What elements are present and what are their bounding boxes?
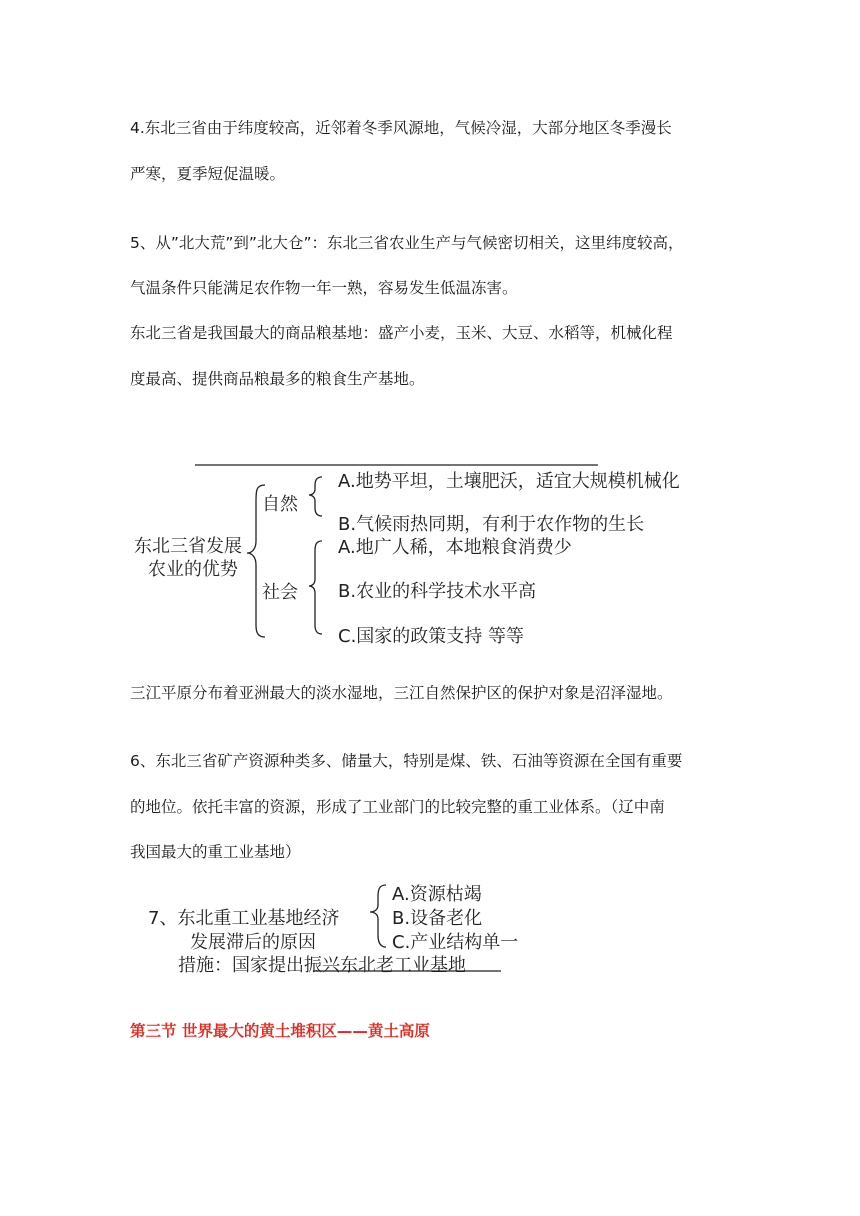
agriculture-advantage-diagram [0,455,860,655]
reason-item-c: C.产业结构单一 [392,932,519,953]
paragraph-6-line-1: 6、东北三省矿产资源种类多、储量大，特别是煤、铁、石油等资源在全国有重要 [130,752,683,770]
paragraph-4-line-2: 严寒，夏季短促温暖。 [130,165,286,183]
reason-brace [370,885,386,947]
measure-text [178,951,466,977]
paragraph-5-line-2: 气温条件只能满足农作物一年一熟，容易发生低温冻害。 [130,279,518,297]
reason-item-b: B.设备老化 [392,908,483,929]
natural-label: 自然 [262,494,298,515]
paragraph-5-line-1: 5、从”北大荒”到”北大仓”：东北三省农业生产与气候密切相关，这里纬度较高， [130,234,684,252]
diagram2-root-line-1: 7、东北重工业基地经济 [148,908,340,929]
natural-item-a: A.地势平坦，土壤肥沃，适宜大规模机械化 [338,471,680,492]
social-item-a: A.地广人稀，本地粮食消费少 [338,537,572,558]
diagram1-root-line-1: 东北三省发展 [134,536,242,557]
social-brace [309,541,322,634]
social-item-c: C.国家的政策支持 等等 [338,626,525,647]
heavy-industry-diagram [0,875,860,980]
paragraph-5b-line-2: 度最高、提供商品粮最多的粮食生产基地。 [130,370,425,388]
sanjiang-paragraph: 三江平原分布着亚洲最大的淡水湿地，三江自然保护区的保护对象是沼泽湿地。 [130,684,673,702]
reason-item-a: A.资源枯竭 [392,884,482,905]
measure-prefix: 措施：国家提出 [178,955,304,976]
paragraph-6-line-3: 我国最大的重工业基地） [130,843,301,861]
paragraph-6-line-2: 的地位。依托丰富的资源，形成了工业部门的比较完整的重工业体系。（辽中南 [130,798,665,816]
diagram1-root-line-2: 农业的优势 [148,559,238,580]
section-title: 第三节 世界最大的黄土堆积区——黄土高原 [130,1022,430,1040]
paragraph-4-line-1: 4.东北三省由于纬度较高，近邻着冬季风源地，气候冷湿，大部分地区冬季漫长 [130,119,672,137]
diagram2-root-line-2: 发展滞后的原因 [190,932,316,953]
paragraph-5b-line-1: 东北三省是我国最大的商品粮基地：盛产小麦，玉米、大豆、水稻等，机械化程 [130,324,673,342]
social-item-b: B.农业的科学技术水平高 [338,581,537,602]
measure-highlight: 振兴东北老工业基地 [304,955,466,976]
social-label: 社会 [262,582,298,603]
natural-item-b: B.气候雨热同期，有利于农作物的生长 [338,514,645,535]
natural-brace [309,477,322,516]
